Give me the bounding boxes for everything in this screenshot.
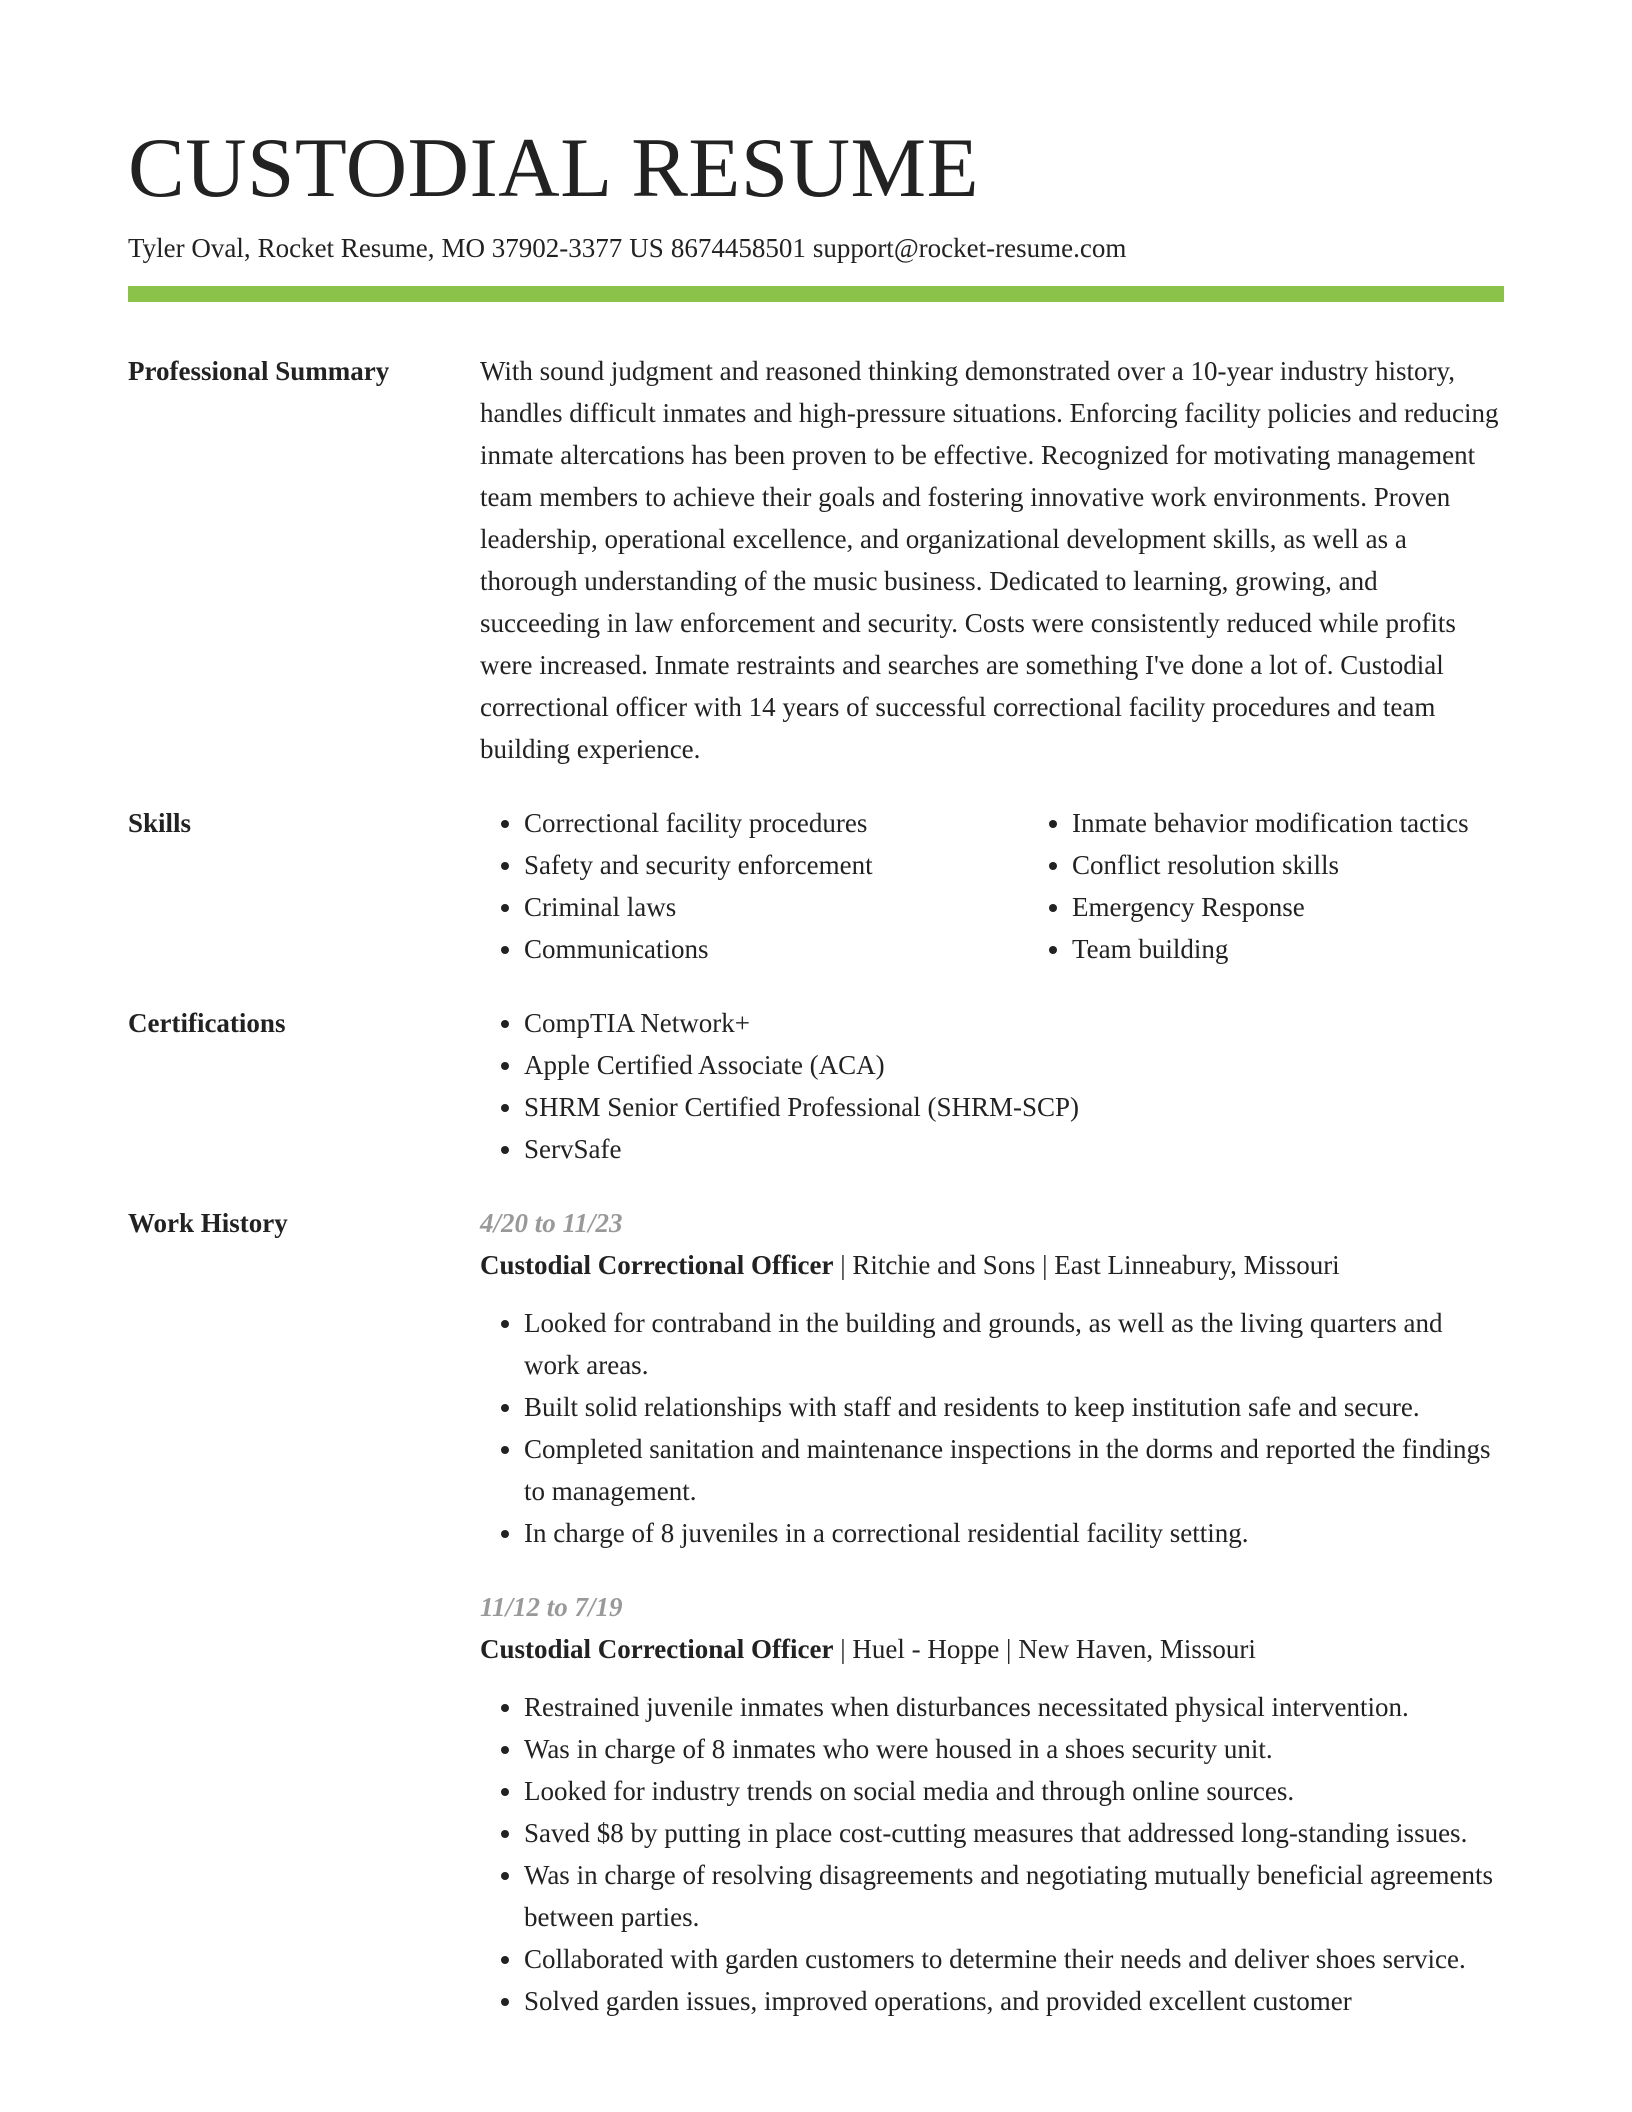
- skill-item: • Safety and security enforcement: [524, 844, 1028, 886]
- certification-item: • ServSafe: [524, 1128, 1504, 1170]
- job-employer-location: | Ritchie and Sons | East Linneabury, Missouri: [833, 1250, 1340, 1280]
- section-label-skills: Skills: [128, 808, 192, 838]
- skill-item: • Correctional facility procedures: [524, 802, 1028, 844]
- job-duty: • Completed sanitation and maintenance inspections in the dorms and reported the findings to management.: [524, 1428, 1504, 1512]
- job-duties-list: [480, 1302, 1504, 1554]
- skill-item: • Team building: [1072, 928, 1576, 970]
- job-title: Custodial Correctional Officer: [480, 1634, 834, 1664]
- accent-divider: [128, 286, 1504, 302]
- resume-title: CUSTODIAL RESUME: [128, 121, 979, 215]
- section-label-work-history: Work History: [128, 1208, 288, 1238]
- section-label-certifications: Certifications: [128, 1008, 286, 1038]
- certifications-section: [128, 1002, 1504, 1170]
- contact-country: US: [629, 233, 664, 263]
- skills-grid: [480, 802, 1576, 970]
- job-duty: • Was in charge of 8 inmates who were housed in a shoes security unit.: [524, 1728, 1504, 1770]
- skill-item: • Criminal laws: [524, 886, 1028, 928]
- skill-item: • Inmate behavior modification tactics: [1072, 802, 1576, 844]
- certification-item: • Apple Certified Associate (ACA): [524, 1044, 1504, 1086]
- summary-text: With sound judgment and reasoned thinking demonstrated over a 10-year industry history, handles difficult inmates and high-pressure situations. Enforcing facility policies and reducing inmate altercations has been proven to be effective. Recognized for motivating management team members to achieve their goals and fostering innovative work environments. Proven leadership, operational excellence, and organizational development skills, as well as a thorough understanding of the music business. Dedicated to learning, growing, and succeeding in law enforcement and security. Costs were consistently reduced while profits were increased. Inmate restraints and searches are something I've done a lot of. Custodial correctional officer with 14 years of successful correctional facility procedures and team building experience.: [480, 356, 1499, 764]
- job-heading: [480, 1628, 1504, 1670]
- skill-item: • Communications: [524, 928, 1028, 970]
- section-label-professional-summary: Professional Summary: [128, 356, 390, 386]
- skill-item: • Emergency Response: [1072, 886, 1576, 928]
- certifications-list: [480, 1002, 1504, 1170]
- contact-city: Rocket Resume,: [257, 233, 435, 263]
- resume-sections: [128, 350, 1504, 2054]
- certification-item: • CompTIA Network+: [524, 1002, 1504, 1044]
- contact-line: [128, 230, 1126, 266]
- work-history-section: [128, 1202, 1504, 2054]
- job-duty: • Solved garden issues, improved operations, and provided excellent customer: [524, 1980, 1504, 2022]
- job-duty: • Collaborated with garden customers to determine their needs and deliver shoes service.: [524, 1938, 1504, 1980]
- job-duty: • Was in charge of resolving disagreements and negotiating mutually beneficial agreements between parties.: [524, 1854, 1504, 1938]
- certifications-body: [480, 1002, 1504, 1170]
- job-dates: 11/12 to 7/19: [480, 1592, 623, 1622]
- job-entry: [480, 1202, 1504, 1554]
- job-duty: • In charge of 8 juveniles in a correctional residential facility setting.: [524, 1512, 1504, 1554]
- job-duty: • Looked for industry trends on social media and through online sources.: [524, 1770, 1504, 1812]
- job-duty: • Looked for contraband in the building and grounds, as well as the living quarters and work areas.: [524, 1302, 1504, 1386]
- job-employer-location: | Huel - Hoppe | New Haven, Missouri: [833, 1634, 1256, 1664]
- professional-summary-section: [128, 350, 1504, 770]
- job-dates: 4/20 to 11/23: [480, 1208, 623, 1238]
- summary-body: [480, 350, 1504, 770]
- skill-item: • Conflict resolution skills: [1072, 844, 1576, 886]
- contact-email: support@rocket-resume.com: [812, 233, 1127, 263]
- contact-state-zip: MO 37902-3377: [441, 233, 623, 263]
- job-heading: [480, 1244, 1504, 1286]
- skills-column-1: [480, 802, 1028, 970]
- work-history-body: [480, 1202, 1504, 2054]
- job-duty: • Built solid relationships with staff and residents to keep institution safe and secure.: [524, 1386, 1504, 1428]
- contact-name: Tyler Oval,: [128, 233, 251, 263]
- skills-section: [128, 802, 1504, 970]
- job-entry: [480, 1586, 1504, 2022]
- job-duty: • Saved $8 by putting in place cost-cutting measures that addressed long-standing issues.: [524, 1812, 1504, 1854]
- job-duties-list: [480, 1686, 1504, 2022]
- job-duty: • Restrained juvenile inmates when disturbances necessitated physical intervention.: [524, 1686, 1504, 1728]
- certification-item: • SHRM Senior Certified Professional (SHRM-SCP): [524, 1086, 1504, 1128]
- contact-phone: 8674458501: [670, 233, 806, 263]
- job-title: Custodial Correctional Officer: [480, 1250, 834, 1280]
- skills-column-2: [1028, 802, 1576, 970]
